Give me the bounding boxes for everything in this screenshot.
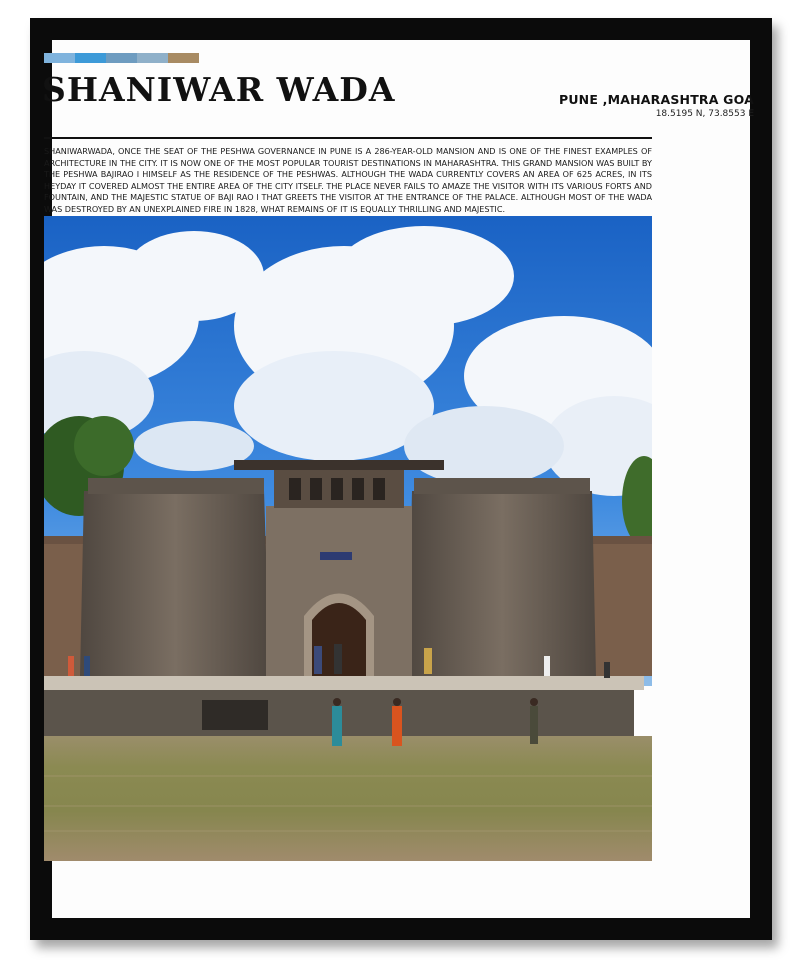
location-name: PUNE ,MAHARASHTRA GOA xyxy=(558,92,754,107)
palette-swatch xyxy=(168,53,199,63)
gate-roof xyxy=(234,460,444,470)
title-divider xyxy=(44,137,652,139)
palette-swatch xyxy=(75,53,106,63)
plaque xyxy=(202,700,268,730)
right-bastion xyxy=(408,491,596,676)
lawn xyxy=(44,736,652,861)
palette-swatch xyxy=(44,53,75,63)
color-palette xyxy=(44,53,199,63)
gate-signboard xyxy=(320,552,352,560)
palette-swatch xyxy=(106,53,137,63)
description-text: SHANIWARWADA, ONCE THE SEAT OF THE PESHWA GOVERNANCE IN PUNE IS A 286-YEAR-OLD MANSION AND IS ONE OF THE FINEST EXAMPLES OF ARCHITECTURE IN THE CITY. IT IS NOW ONE OF THE MOST POPULAR TOURIST DESTINATIONS IN MAHARASHTRA. THIS GRAND MANSION WAS BUILT BY THE PESHWA BAJIRAO I HIMSELF AS THE RESIDENCE OF THE PESHWAS. ALTHOUGH THE WADA CURRENTLY COVERS AN AREA OF 625 ACRES, IN ITS HEYDAY IT COVERED ALMOST THE ENTIRE AREA OF THE CITY ITSELF. THE PLACE NEVER FAILS TO AMAZE THE VISITOR WITH ITS VARIOUS FORTS AND FOUNTAIN, AND THE MAJESTIC STATUE OF BAJI RAO I THAT GREETS THE VISITOR AT THE ENTRANCE OF THE PALACE. ALTHOUGH MOST OF THE WADA WAS DESTROYED BY AN UNEXPLAINED FIRE IN 1828, WHAT REMAINS OF IT IS EQUALLY THRILLING AND MAJESTIC. xyxy=(44,146,652,214)
platform-top xyxy=(44,676,644,690)
left-bastion xyxy=(80,491,270,676)
location-coordinates: 18.5195 N, 73.8553 E xyxy=(655,109,754,119)
poster-title: SHANIWAR WADA xyxy=(42,70,396,109)
location-block xyxy=(559,92,754,119)
shaniwar-wada-photo xyxy=(44,216,652,861)
palette-swatch xyxy=(137,53,168,63)
